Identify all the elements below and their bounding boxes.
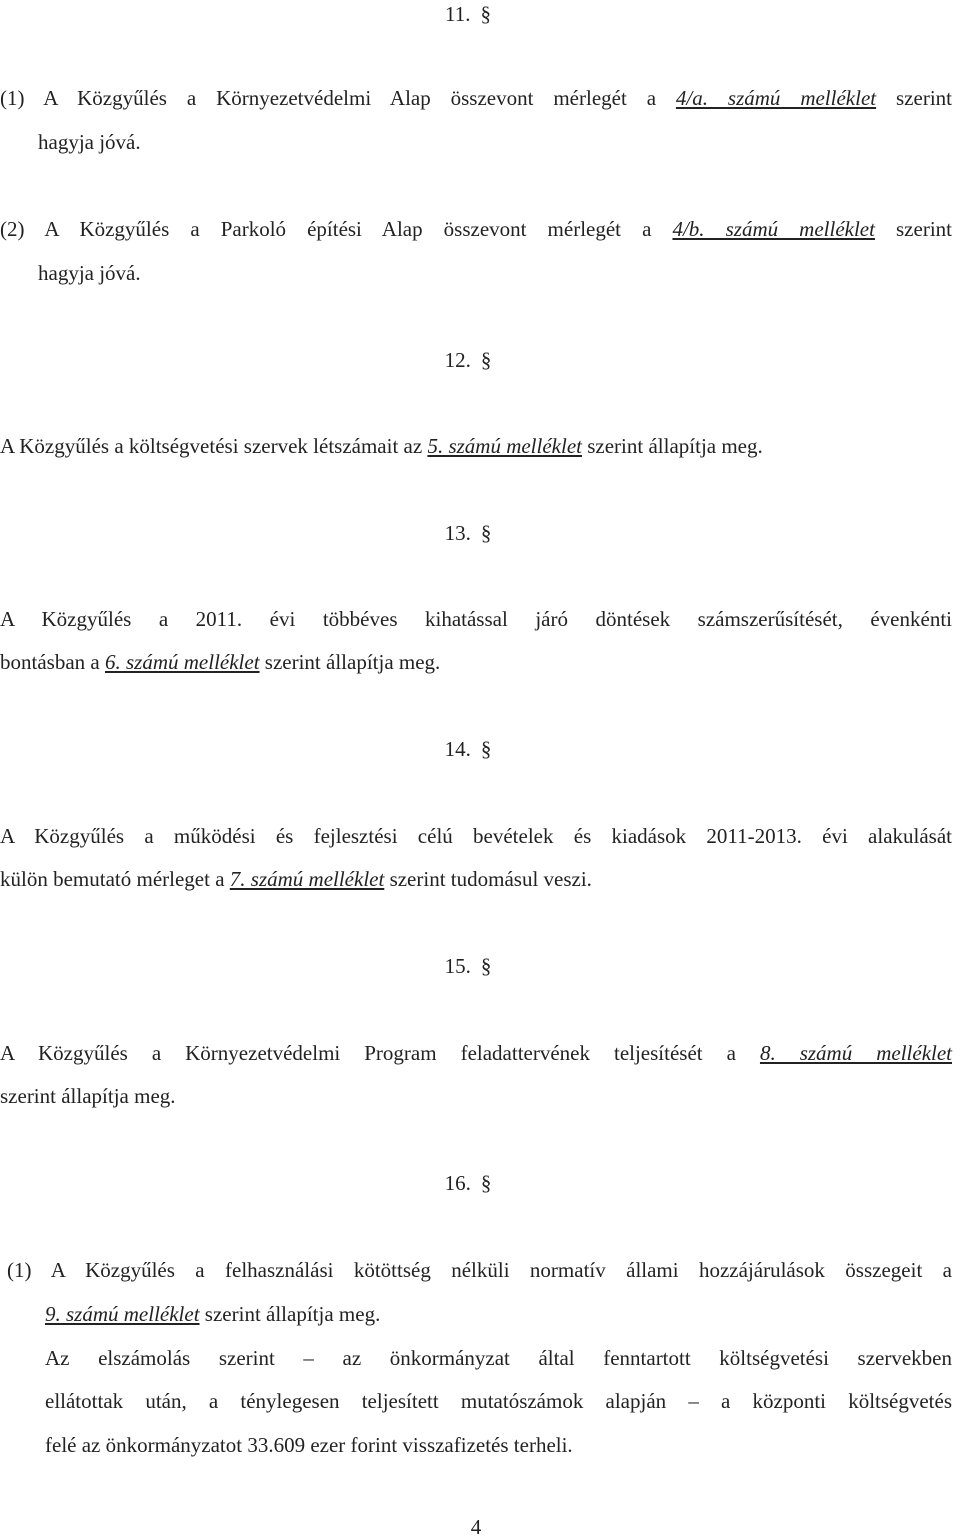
section-heading-14: [0, 739, 936, 760]
paragraph-16-1-line-1: (1) A Közgyűlés a felhasználási kötöttség nélküli normatív állami hozzájárulások összegeit a: [7, 1258, 952, 1282]
section-number: 13.: [444, 521, 471, 545]
paragraph-15-line-2: szerint állapítja meg.: [0, 1084, 176, 1108]
paragraph-13-line-2: bontásban a 6. számú melléklet szerint állapítja meg.: [0, 650, 441, 674]
annex-reference: 6. számú melléklet: [104, 650, 260, 674]
section-symbol: §: [480, 1171, 492, 1195]
paragraph-11-2-line-1: (2) A Közgyűlés a Parkoló építési Alap összevont mérlegét a 4/b. számú melléklet szerint: [0, 217, 952, 241]
annex-reference: 7. számú melléklet: [229, 867, 385, 891]
section-number: 16.: [444, 1171, 471, 1195]
section-symbol: §: [480, 2, 491, 26]
section-number: 15.: [444, 954, 471, 978]
section-heading-11: [0, 4, 936, 25]
paragraph-14-line-2: külön bemutató mérleget a 7. számú melléklet szerint tudomásul veszi.: [0, 867, 592, 891]
section-symbol: §: [480, 348, 492, 372]
paragraph-12: A Közgyűlés a költségvetési szervek létszámait az 5. számú melléklet szerint állapítja meg.: [0, 434, 763, 458]
paragraph-15-line-1: A Közgyűlés a Környezetvédelmi Program feladattervének teljesítését a 8. számú melléklet: [0, 1041, 953, 1065]
paragraph-16-1-line-2: 9. számú melléklet szerint állapítja meg.: [45, 1302, 381, 1326]
paragraph-13-line-1: A Közgyűlés a 2011. évi többéves kihatással járó döntések számszerűsítését, évenkénti: [0, 607, 952, 631]
annex-reference: 4/b. számú melléklet: [672, 217, 875, 241]
section-number: 14.: [444, 737, 471, 761]
paragraph-11-1-line-2: hagyja jóvá.: [38, 130, 141, 154]
paragraph-14-line-1: A Közgyűlés a működési és fejlesztési célú bevételek és kiadások 2011-2013. évi alakulását: [0, 824, 952, 848]
paragraph-16-2-line-2: ellátottak után, a ténylegesen teljesített mutatószámok alapján – a központi költségvetés: [45, 1389, 952, 1413]
annex-reference: 9. számú melléklet: [45, 1302, 200, 1326]
section-number: 12.: [444, 348, 471, 372]
paragraph-16-2-line-1: Az elszámolás szerint – az önkormányzat által fenntartott költségvetési szervekben: [45, 1346, 952, 1370]
section-symbol: §: [480, 521, 492, 545]
annex-reference: 5. számú melléklet: [427, 434, 582, 458]
section-heading-16: [0, 1173, 936, 1194]
page-number: 4: [470, 1515, 482, 1539]
paragraph-16-2-line-3: felé az önkormányzatot 33.609 ezer forint visszafizetés terheli.: [45, 1433, 573, 1457]
section-number: 11.: [445, 2, 471, 26]
section-heading-13: [0, 523, 936, 544]
section-heading-12: [0, 350, 936, 371]
section-heading-15: [0, 956, 936, 977]
paragraph-11-2-line-2: hagyja jóvá.: [38, 261, 141, 285]
section-symbol: §: [480, 737, 492, 761]
section-symbol: §: [480, 954, 492, 978]
paragraph-11-1-line-1: (1) A Közgyűlés a Környezetvédelmi Alap összevont mérlegét a 4/a. számú melléklet szerint: [0, 86, 952, 110]
annex-reference: 8. számú melléklet: [759, 1041, 953, 1065]
annex-reference: 4/a. számú melléklet: [675, 86, 877, 110]
